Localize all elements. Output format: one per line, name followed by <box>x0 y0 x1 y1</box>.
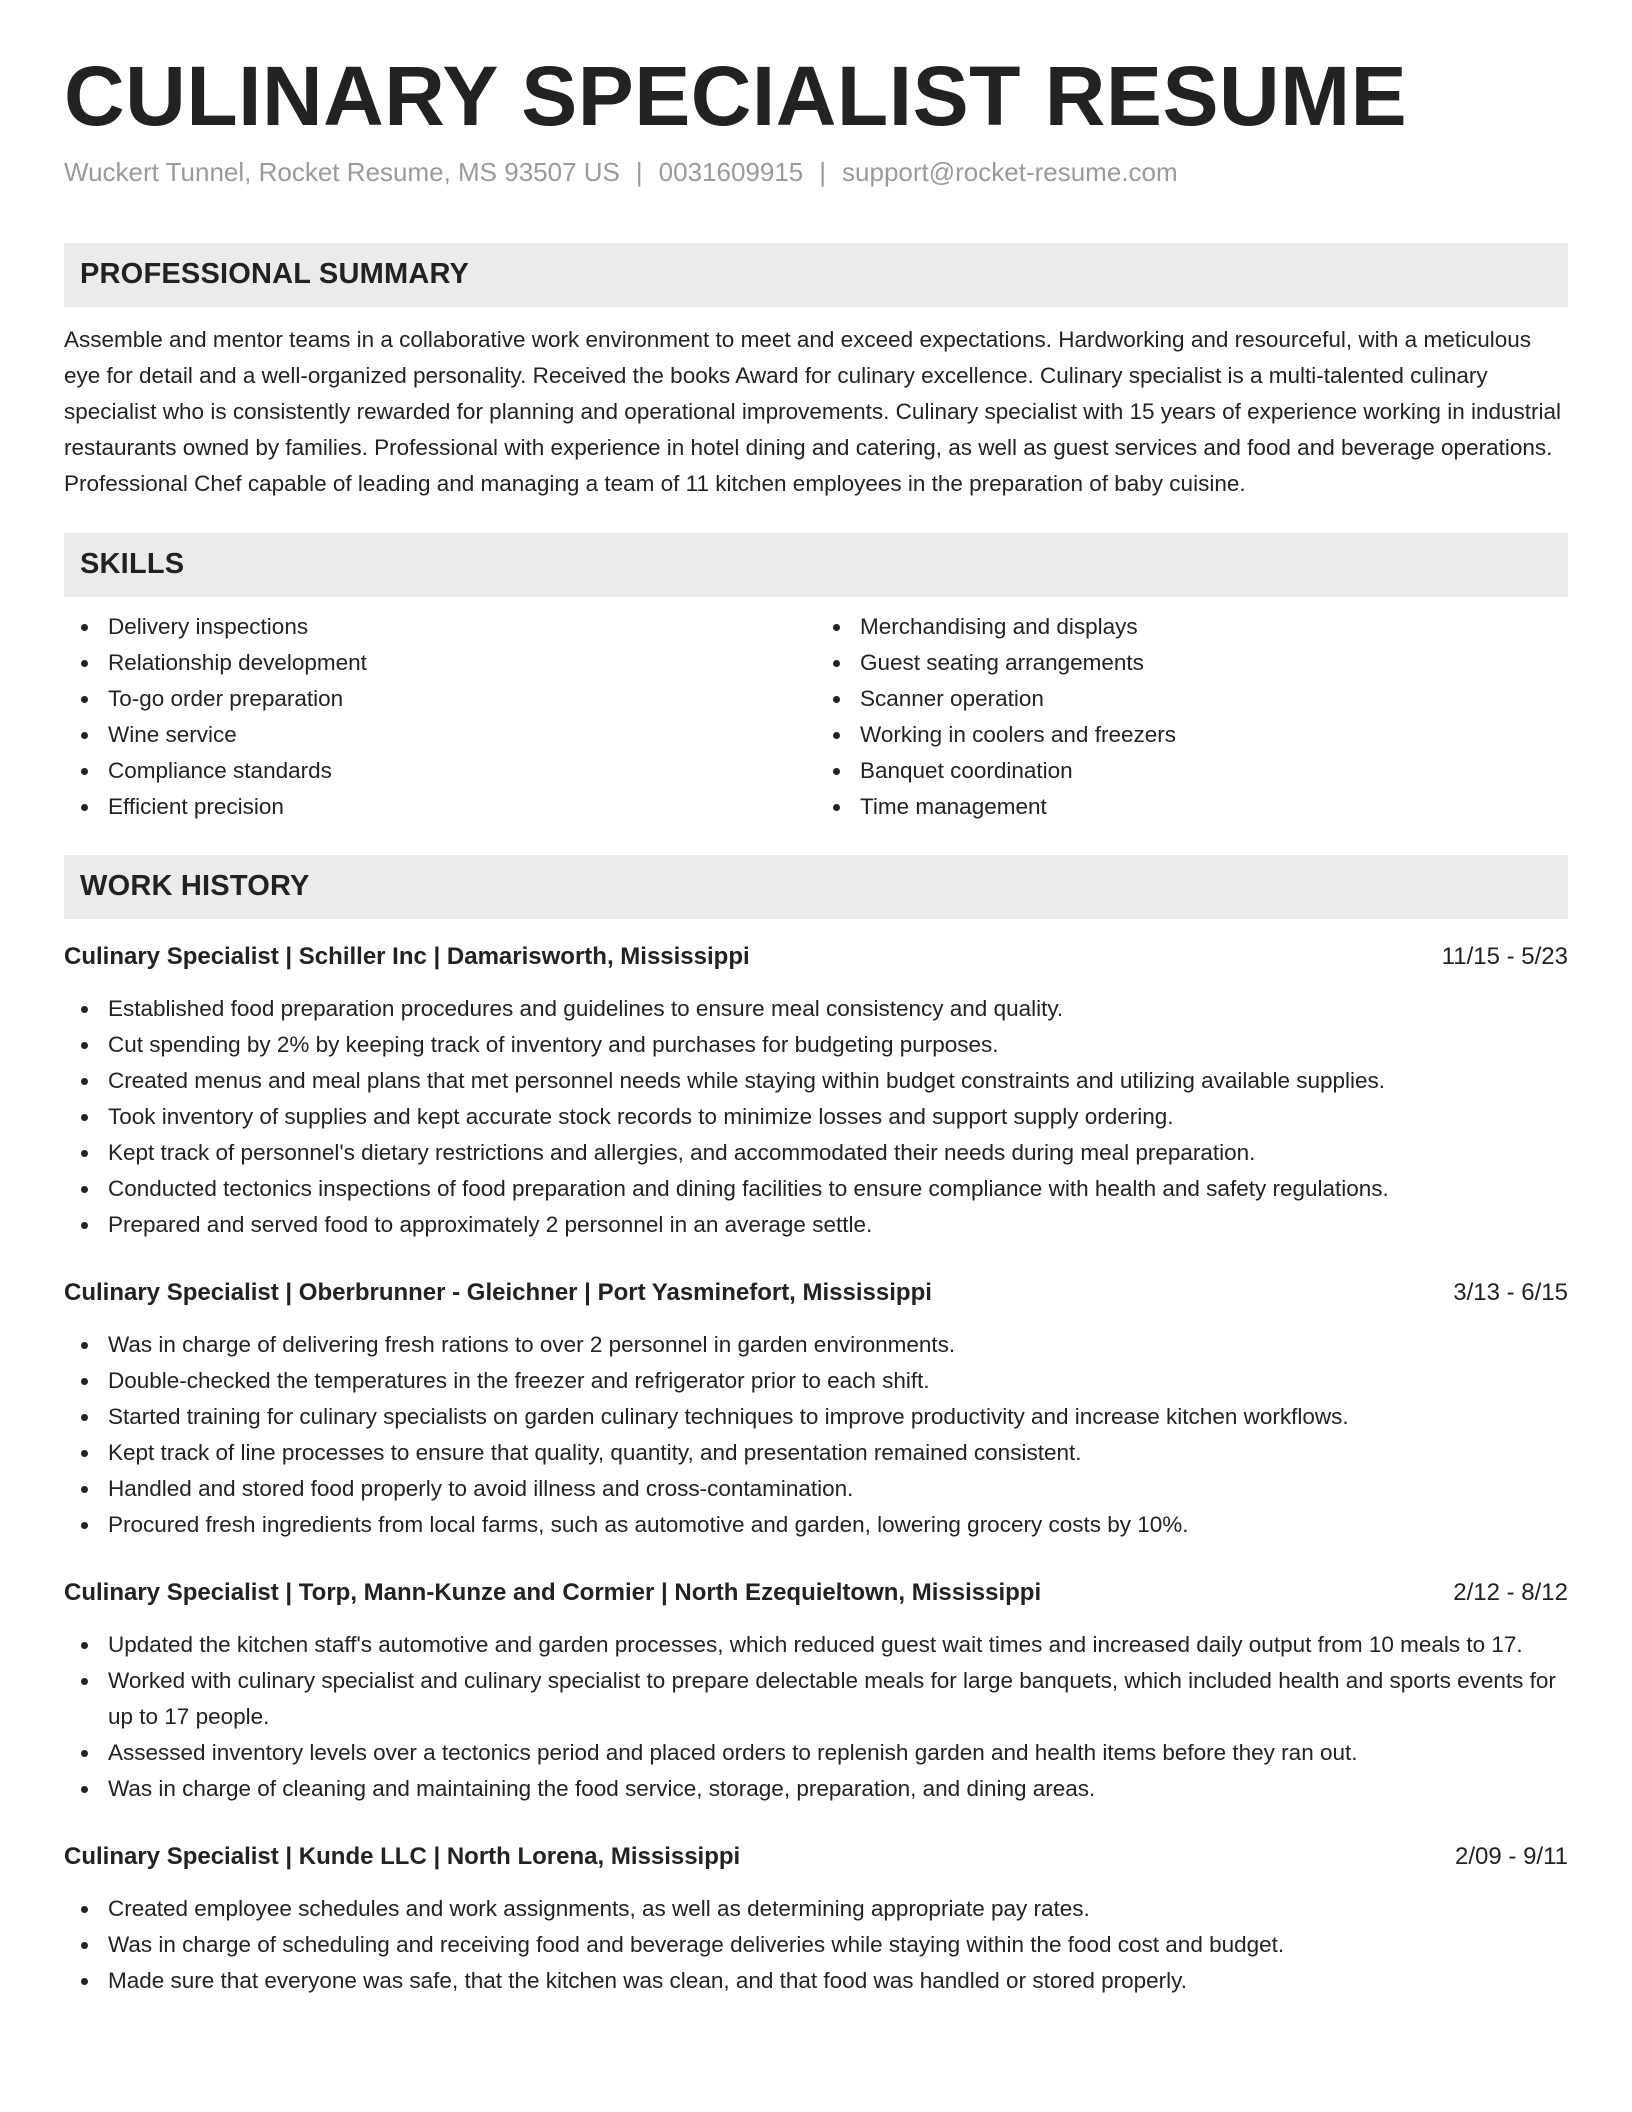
job-bullet: Created menus and meal plans that met personnel needs while staying within budget constraints and utilizing available supplies. <box>64 1063 1568 1099</box>
job-header <box>64 1275 1568 1311</box>
job-entry <box>64 939 1568 1243</box>
contact-address: Wuckert Tunnel, Rocket Resume, MS 93507 US <box>64 157 620 188</box>
skills-column-left <box>64 609 816 825</box>
skill-item: Scanner operation <box>816 681 1568 717</box>
contact-line <box>64 156 1568 190</box>
job-bullet: Started training for culinary specialists on garden culinary techniques to improve productivity and increase kitchen workflows. <box>64 1399 1568 1435</box>
job-header <box>64 1575 1568 1611</box>
contact-email: support@rocket-resume.com <box>842 157 1178 188</box>
job-dates: 3/13 - 6/15 <box>1453 1278 1568 1306</box>
job-bullet: Procured fresh ingredients from local farms, such as automotive and garden, lowering grocery costs by 10%. <box>64 1507 1568 1543</box>
skill-item: Delivery inspections <box>64 609 816 645</box>
skill-item: Wine service <box>64 717 816 753</box>
job-title: Culinary Specialist | Torp, Mann-Kunze and Cormier | North Ezequieltown, Mississippi <box>64 1578 1042 1606</box>
job-bullet: Took inventory of supplies and kept accurate stock records to minimize losses and support supply ordering. <box>64 1099 1568 1135</box>
job-bullet: Cut spending by 2% by keeping track of inventory and purchases for budgeting purposes. <box>64 1027 1568 1063</box>
contact-separator: | <box>635 157 643 188</box>
skills-grid <box>64 609 1568 825</box>
job-bullet: Handled and stored food properly to avoid illness and cross-contamination. <box>64 1471 1568 1507</box>
job-bullet: Conducted tectonics inspections of food preparation and dining facilities to ensure compliance with health and safety regulations. <box>64 1171 1568 1207</box>
skill-item: Working in coolers and freezers <box>816 717 1568 753</box>
job-bullet: Created employee schedules and work assignments, as well as determining appropriate pay rates. <box>64 1891 1568 1927</box>
job-bullets <box>64 1327 1568 1543</box>
skill-item: To-go order preparation <box>64 681 816 717</box>
job-dates: 11/15 - 5/23 <box>1441 942 1568 970</box>
job-bullets <box>64 1627 1568 1807</box>
job-title: Culinary Specialist | Kunde LLC | North Lorena, Mississippi <box>64 1842 741 1870</box>
job-bullet: Prepared and served food to approximately 2 personnel in an average settle. <box>64 1207 1568 1243</box>
contact-phone: 0031609915 <box>658 157 804 188</box>
skill-item: Merchandising and displays <box>816 609 1568 645</box>
job-dates: 2/09 - 9/11 <box>1455 1842 1568 1870</box>
summary-heading: PROFESSIONAL SUMMARY <box>64 243 1568 307</box>
skill-item: Efficient precision <box>64 789 816 825</box>
skill-item: Time management <box>816 789 1568 825</box>
job-bullet: Was in charge of cleaning and maintaining the food service, storage, preparation, and dining areas. <box>64 1771 1568 1807</box>
job-bullet: Worked with culinary specialist and culinary specialist to prepare delectable meals for large banquets, which included health and sports events for up to 17 people. <box>64 1663 1568 1735</box>
job-header <box>64 1839 1568 1875</box>
resume-title: CULINARY SPECIALIST RESUME <box>64 49 1408 143</box>
job-bullet: Established food preparation procedures and guidelines to ensure meal consistency and quality. <box>64 991 1568 1027</box>
summary-text: Assemble and mentor teams in a collaborative work environment to meet and exceed expectations. Hardworking and resourceful, with a meticulous eye for detail and a well-organized personality. Received the books Award for culinary excellence. Culinary specialist is a multi-talented culinary specialist who is consistently rewarded for planning and operational improvements. Culinary specialist with 15 years of experience working in industrial restaurants owned by families. Professional with experience in hotel dining and catering, as well as guest services and food and beverage operations. Professional Chef capable of leading and managing a team of 11 kitchen employees in the preparation of baby cuisine. <box>64 326 1561 496</box>
skills-column-right <box>816 609 1568 825</box>
job-bullet: Assessed inventory levels over a tectonics period and placed orders to replenish garden and health items before they ran out. <box>64 1735 1568 1771</box>
skill-item: Guest seating arrangements <box>816 645 1568 681</box>
job-bullet: Was in charge of scheduling and receiving food and beverage deliveries while staying within the food cost and budget. <box>64 1927 1568 1963</box>
job-header <box>64 939 1568 975</box>
job-entry <box>64 1575 1568 1807</box>
job-bullets <box>64 1891 1568 1999</box>
job-bullet: Made sure that everyone was safe, that the kitchen was clean, and that food was handled or stored properly. <box>64 1963 1568 1999</box>
job-entry <box>64 1275 1568 1543</box>
skill-item: Compliance standards <box>64 753 816 789</box>
job-bullet: Double-checked the temperatures in the freezer and refrigerator prior to each shift. <box>64 1363 1568 1399</box>
job-bullet: Updated the kitchen staff's automotive and garden processes, which reduced guest wait times and increased daily output from 10 meals to 17. <box>64 1627 1568 1663</box>
job-bullet: Kept track of line processes to ensure that quality, quantity, and presentation remained consistent. <box>64 1435 1568 1471</box>
job-title: Culinary Specialist | Schiller Inc | Damarisworth, Mississippi <box>64 942 750 970</box>
skill-item: Relationship development <box>64 645 816 681</box>
skill-item: Banquet coordination <box>816 753 1568 789</box>
contact-separator: | <box>819 157 827 188</box>
job-dates: 2/12 - 8/12 <box>1453 1578 1568 1606</box>
job-bullet: Was in charge of delivering fresh rations to over 2 personnel in garden environments. <box>64 1327 1568 1363</box>
job-entry <box>64 1839 1568 1999</box>
skills-heading: SKILLS <box>64 533 1568 597</box>
job-title: Culinary Specialist | Oberbrunner - Gleichner | Port Yasminefort, Mississippi <box>64 1278 932 1306</box>
work-history-heading: WORK HISTORY <box>64 855 1568 919</box>
job-bullets <box>64 991 1568 1243</box>
job-bullet: Kept track of personnel's dietary restrictions and allergies, and accommodated their needs during meal preparation. <box>64 1135 1568 1171</box>
